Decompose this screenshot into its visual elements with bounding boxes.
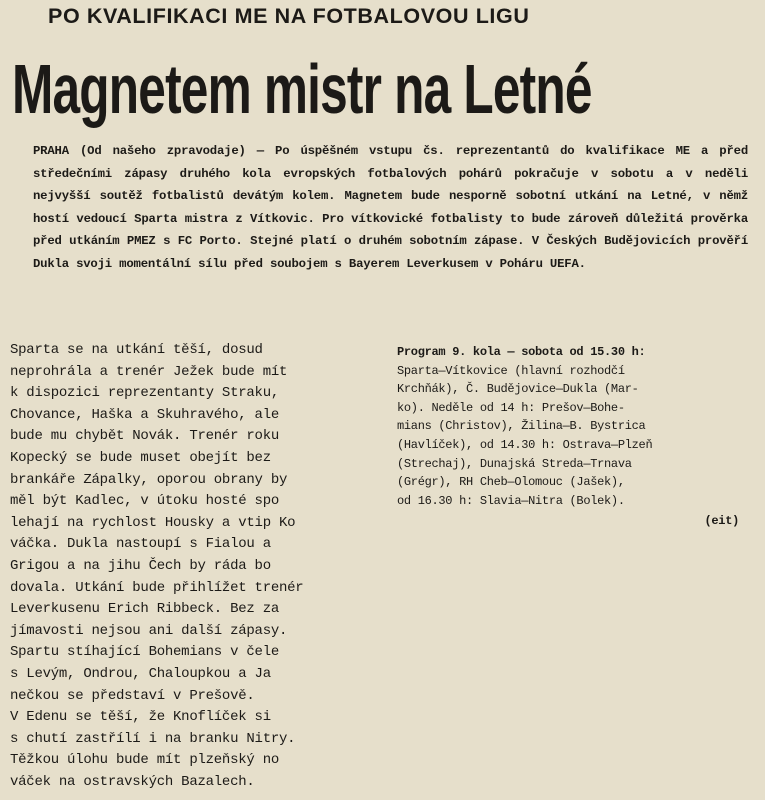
body-line: Sparta se na utkání těší, dosud: [10, 342, 263, 358]
lead-line: zároveň důležitá prověrka před utkáním PMEZ s FC Porto. Stejné platí: [33, 211, 749, 248]
lead-line: devátým kolem. Magnetem bude nesporně sobotní utkání na Letné, v němž: [232, 189, 749, 203]
lead-line: momentální sílu před soubojem s Bayerem Leverkusem v Poháru UEFA.: [119, 256, 586, 271]
body-line: Kopecký se bude muset obejít bez: [10, 449, 271, 466]
body-line: Spartu stíhající Bohemians v čele: [10, 644, 279, 661]
body-line: lehají na rychlost Housky a vtip Ko: [10, 514, 296, 531]
program-line: od 16.30 h: Slavia—Nitra (Bolek).: [397, 493, 625, 508]
lead-line: do kvalifikace ME a před středečními zápasy druhého kola evropských: [33, 144, 748, 181]
body-line: Těžkou úlohu bude mít plzeňský no: [10, 752, 279, 769]
lead-line: PRAHA (Od našeho zpravodaje) — Po úspěšném vstupu čs. reprezentantů: [33, 144, 550, 158]
match-program: [397, 343, 749, 531]
program-line: Program 9. kola — sobota od 15.30 h:: [397, 345, 646, 359]
lead-line: hostí vedoucí Sparta mistra z Vítkovic. Pro vítkovické fotbalisty to bude: [33, 211, 561, 226]
article-headline: Magnetem mistr na Letné: [12, 51, 592, 129]
article-kicker: PO KVALIFIKACI ME NA FOTBALOVOU LIGU: [48, 4, 530, 28]
program-line: ko). Neděle od 14 h: Prešov—Bohe-: [397, 400, 625, 415]
body-line: Leverkusenu Erich Ribbeck. Bez za: [10, 601, 279, 618]
body-line: měl být Kadlec, v útoku hosté spo: [10, 493, 279, 510]
lead-line: o druhém sobotním zápase. V Českých Budějovicích prověří Dukla svoji: [33, 234, 748, 271]
body-line: V Edenu se těší, že Knoflíček si: [10, 709, 271, 726]
program-line: (Strechaj), Dunajská Streda—Trnava: [397, 456, 632, 471]
program-line: (Havlíček), od 14.30 h: Ostrava—Plzeň: [397, 437, 653, 452]
article-lead: [33, 140, 748, 275]
article-body-column: [10, 340, 368, 793]
program-line: Sparta—Vítkovice (hlavní rozhodčí: [397, 363, 625, 378]
body-line: dovala. Utkání bude přihlížet trenér: [10, 579, 304, 596]
body-line: nečkou se představí v Prešově.: [10, 687, 255, 704]
body-line: s chutí zastřílí i na branku Nitry.: [10, 730, 296, 747]
body-line: k dispozici reprezentanty Straku,: [10, 385, 279, 402]
program-line: mians (Christov), Žilina—B. Bystrica: [397, 419, 646, 434]
lead-line: fotbalových pohárů pokračuje v sobotu a v neděli nejvyšší soutěž fotbalistů: [33, 166, 748, 203]
author-signature: (eit): [704, 514, 739, 529]
body-line: váček na ostravských Bazalech.: [10, 773, 255, 790]
body-line: Grigou a na jihu Čech by ráda bo: [10, 557, 271, 574]
body-line: s Levým, Ondrou, Chaloupkou a Ja: [10, 665, 271, 682]
body-line: jímavosti nejsou ani další zápasy.: [10, 622, 288, 639]
body-line: brankáře Zápalky, oporou obrany by: [10, 471, 288, 488]
body-line: bude mu chybět Novák. Trenér roku: [10, 428, 279, 445]
body-line: váčka. Dukla nastoupí s Fialou a: [10, 536, 271, 553]
body-line: Chovance, Haška a Skuhravého, ale: [10, 406, 279, 423]
program-line: (Grégr), RH Cheb—Olomouc (Jašek),: [397, 475, 625, 490]
program-line: Krchňák), Č. Budějovice—Dukla (Mar-: [397, 382, 639, 397]
body-line: neprohrála a trenér Ježek bude mít: [10, 363, 288, 380]
